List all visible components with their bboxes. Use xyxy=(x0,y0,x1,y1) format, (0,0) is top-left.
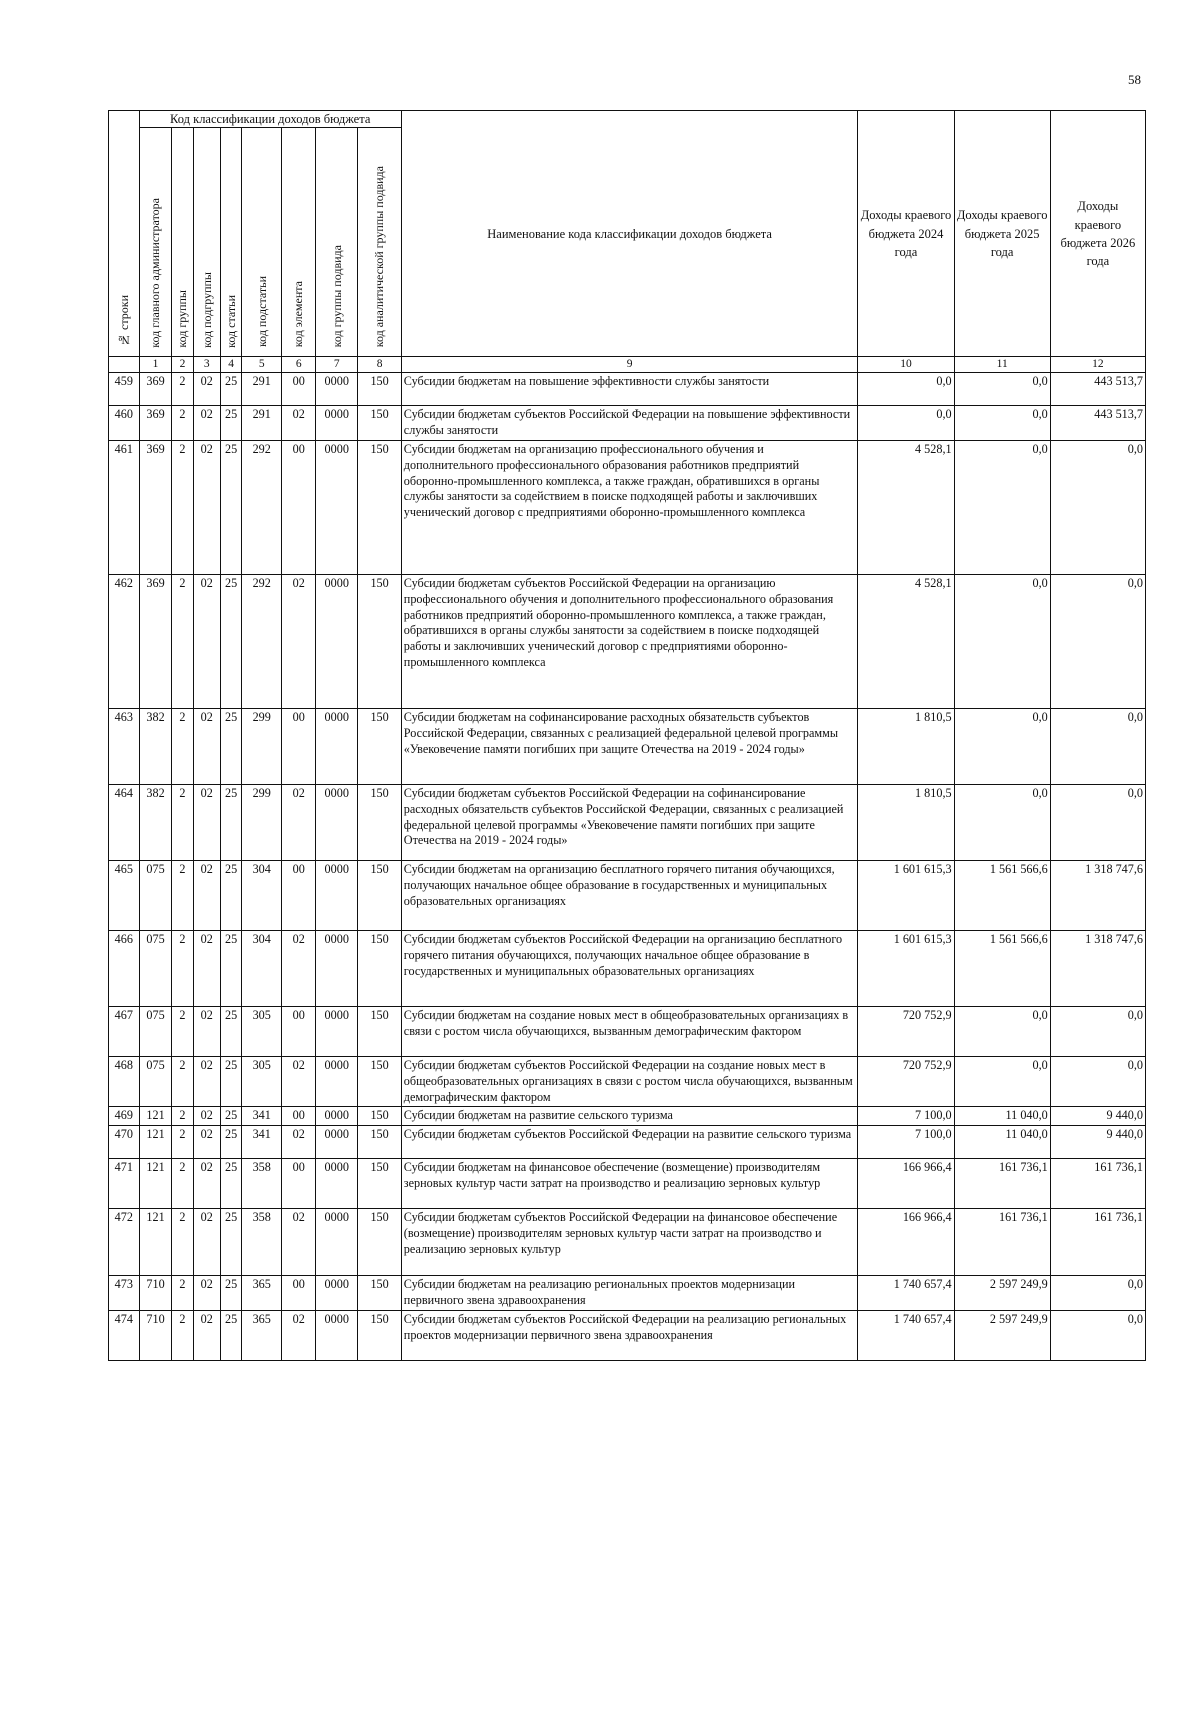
table-row xyxy=(109,784,1146,860)
income-name: Субсидии бюджетам субъектов Российской Федерации на софинансирование расходных обязательств субъектов Российской Федерации, связанных с реализацией федеральной целевой программы «Увековечение памяти погибших при защите Отечества на 2019 - 2024 годы» xyxy=(401,784,858,860)
admin-code: 369 xyxy=(139,406,172,441)
article-code: 25 xyxy=(221,1311,242,1361)
row-number: 467 xyxy=(109,1006,140,1056)
income-2024: 1 601 615,3 xyxy=(858,930,954,1006)
income-name: Субсидии бюджетам на организацию профессионального обучения и дополнительного профессионального образования работников предприятий оборонно-промышленного комплекса, а также граждан, обратившихся в органы службы занятости за содействием в поиске подходящей работы и заключивших ученический договор с предприятиями оборонно-промышленного комплекса xyxy=(401,440,858,574)
admin-code: 075 xyxy=(139,860,172,930)
income-2024: 7 100,0 xyxy=(858,1107,954,1126)
subgroup-code: 02 xyxy=(193,373,220,406)
budget-income-table xyxy=(108,110,1146,1361)
subarticle-code: 304 xyxy=(242,860,282,930)
table-row xyxy=(109,860,1146,930)
header-group-code: код группы xyxy=(172,128,193,357)
header-article-code: код статьи xyxy=(221,128,242,357)
income-2025: 161 736,1 xyxy=(954,1159,1050,1209)
table-row xyxy=(109,1126,1146,1159)
analytic-group-code: 150 xyxy=(358,860,401,930)
article-code: 25 xyxy=(221,440,242,574)
subarticle-code: 299 xyxy=(242,708,282,784)
subtype-group-code: 0000 xyxy=(316,440,358,574)
article-code: 25 xyxy=(221,860,242,930)
income-2026: 0,0 xyxy=(1050,1056,1145,1107)
income-2024: 1 740 657,4 xyxy=(858,1311,954,1361)
column-number: 12 xyxy=(1050,357,1145,373)
table-body xyxy=(109,373,1146,1361)
column-number: 5 xyxy=(242,357,282,373)
admin-code: 075 xyxy=(139,1006,172,1056)
row-number: 474 xyxy=(109,1311,140,1361)
income-2024: 1 601 615,3 xyxy=(858,860,954,930)
income-2025: 2 597 249,9 xyxy=(954,1276,1050,1311)
income-2025: 161 736,1 xyxy=(954,1209,1050,1276)
subgroup-code: 02 xyxy=(193,708,220,784)
column-number xyxy=(109,357,140,373)
subtype-group-code: 0000 xyxy=(316,708,358,784)
subarticle-code: 341 xyxy=(242,1107,282,1126)
analytic-group-code: 150 xyxy=(358,1311,401,1361)
income-2026: 0,0 xyxy=(1050,440,1145,574)
element-code: 00 xyxy=(282,1006,316,1056)
income-name: Субсидии бюджетам субъектов Российской Федерации на повышение эффективности службы занятости xyxy=(401,406,858,441)
element-code: 00 xyxy=(282,1276,316,1311)
income-name: Субсидии бюджетам на организацию бесплатного горячего питания обучающихся, получающих начальное общее образование в государственных и муниципальных образовательных организациях xyxy=(401,860,858,930)
element-code: 02 xyxy=(282,574,316,708)
subtype-group-code: 0000 xyxy=(316,1311,358,1361)
income-name: Субсидии бюджетам на повышение эффективности службы занятости xyxy=(401,373,858,406)
element-code: 02 xyxy=(282,1209,316,1276)
income-2025: 0,0 xyxy=(954,1006,1050,1056)
admin-code: 369 xyxy=(139,440,172,574)
row-number: 459 xyxy=(109,373,140,406)
subgroup-code: 02 xyxy=(193,1311,220,1361)
subarticle-code: 305 xyxy=(242,1056,282,1107)
income-2024: 1 740 657,4 xyxy=(858,1276,954,1311)
income-2024: 720 752,9 xyxy=(858,1006,954,1056)
row-number: 462 xyxy=(109,574,140,708)
analytic-group-code: 150 xyxy=(358,1006,401,1056)
page-number: 58 xyxy=(1128,72,1141,87)
table-row xyxy=(109,930,1146,1006)
subtype-group-code: 0000 xyxy=(316,1006,358,1056)
article-code: 25 xyxy=(221,373,242,406)
group-code: 2 xyxy=(172,406,193,441)
admin-code: 075 xyxy=(139,1056,172,1107)
analytic-group-code: 150 xyxy=(358,440,401,574)
income-2024: 0,0 xyxy=(858,373,954,406)
group-code: 2 xyxy=(172,1209,193,1276)
table-row xyxy=(109,440,1146,574)
subgroup-code: 02 xyxy=(193,930,220,1006)
subgroup-code: 02 xyxy=(193,784,220,860)
row-number: 469 xyxy=(109,1107,140,1126)
analytic-group-code: 150 xyxy=(358,930,401,1006)
income-name: Субсидии бюджетам на создание новых мест в общеобразовательных организациях в связи с ростом числа обучающихся, вызванным демографическим фактором xyxy=(401,1006,858,1056)
column-number: 4 xyxy=(221,357,242,373)
group-code: 2 xyxy=(172,1056,193,1107)
subarticle-code: 299 xyxy=(242,784,282,860)
income-name: Субсидии бюджетам субъектов Российской Федерации на организацию бесплатного горячего питания обучающихся, получающих начальное общее образование в государственных и муниципальных образовательных организациях xyxy=(401,930,858,1006)
income-name: Субсидии бюджетам субъектов Российской Федерации на создание новых мест в общеобразовательных организациях в связи с ростом числа обучающихся, вызванным демографическим фактором xyxy=(401,1056,858,1107)
income-2025: 11 040,0 xyxy=(954,1126,1050,1159)
income-2025: 0,0 xyxy=(954,440,1050,574)
table-row xyxy=(109,1056,1146,1107)
subtype-group-code: 0000 xyxy=(316,1126,358,1159)
income-2024: 7 100,0 xyxy=(858,1126,954,1159)
income-2026: 0,0 xyxy=(1050,574,1145,708)
subgroup-code: 02 xyxy=(193,1126,220,1159)
table-row xyxy=(109,708,1146,784)
admin-code: 382 xyxy=(139,708,172,784)
article-code: 25 xyxy=(221,1209,242,1276)
subgroup-code: 02 xyxy=(193,1209,220,1276)
subarticle-code: 365 xyxy=(242,1311,282,1361)
income-2024: 4 528,1 xyxy=(858,574,954,708)
group-code: 2 xyxy=(172,1276,193,1311)
article-code: 25 xyxy=(221,930,242,1006)
article-code: 25 xyxy=(221,708,242,784)
income-2024: 0,0 xyxy=(858,406,954,441)
row-number: 473 xyxy=(109,1276,140,1311)
group-code: 2 xyxy=(172,1159,193,1209)
income-2026: 1 318 747,6 xyxy=(1050,930,1145,1006)
income-2025: 2 597 249,9 xyxy=(954,1311,1050,1361)
article-code: 25 xyxy=(221,1107,242,1126)
subtype-group-code: 0000 xyxy=(316,930,358,1006)
article-code: 25 xyxy=(221,1276,242,1311)
admin-code: 369 xyxy=(139,574,172,708)
article-code: 25 xyxy=(221,574,242,708)
income-2026: 161 736,1 xyxy=(1050,1159,1145,1209)
row-number: 468 xyxy=(109,1056,140,1107)
table-row xyxy=(109,574,1146,708)
group-code: 2 xyxy=(172,440,193,574)
header-subtype-group-code: код группы подвида xyxy=(316,128,358,357)
income-2026: 161 736,1 xyxy=(1050,1209,1145,1276)
analytic-group-code: 150 xyxy=(358,1209,401,1276)
income-2025: 11 040,0 xyxy=(954,1107,1050,1126)
income-2025: 1 561 566,6 xyxy=(954,930,1050,1006)
subarticle-code: 365 xyxy=(242,1276,282,1311)
income-2024: 166 966,4 xyxy=(858,1159,954,1209)
subtype-group-code: 0000 xyxy=(316,1056,358,1107)
income-2026: 443 513,7 xyxy=(1050,373,1145,406)
analytic-group-code: 150 xyxy=(358,373,401,406)
header-subarticle-code: код подстатьи xyxy=(242,128,282,357)
income-2026: 1 318 747,6 xyxy=(1050,860,1145,930)
analytic-group-code: 150 xyxy=(358,1107,401,1126)
admin-code: 121 xyxy=(139,1159,172,1209)
subarticle-code: 292 xyxy=(242,440,282,574)
subtype-group-code: 0000 xyxy=(316,1276,358,1311)
admin-code: 382 xyxy=(139,784,172,860)
admin-code: 121 xyxy=(139,1209,172,1276)
income-2026: 0,0 xyxy=(1050,1006,1145,1056)
income-2025: 1 561 566,6 xyxy=(954,860,1050,930)
header-subgroup-code: код подгруппы xyxy=(193,128,220,357)
subarticle-code: 341 xyxy=(242,1126,282,1159)
subarticle-code: 291 xyxy=(242,406,282,441)
element-code: 02 xyxy=(282,1126,316,1159)
header-year-2026: Доходы краевого бюджета 2026 года xyxy=(1050,111,1145,357)
income-name: Субсидии бюджетам на финансовое обеспечение (возмещение) производителям зерновых культур части затрат на производство и реализацию зерновых культур xyxy=(401,1159,858,1209)
income-2026: 0,0 xyxy=(1050,1276,1145,1311)
subarticle-code: 358 xyxy=(242,1159,282,1209)
column-number: 9 xyxy=(401,357,858,373)
income-name: Субсидии бюджетам субъектов Российской Федерации на реализацию региональных проектов модернизации первичного звена здравоохранения xyxy=(401,1311,858,1361)
element-code: 00 xyxy=(282,860,316,930)
row-number: 464 xyxy=(109,784,140,860)
row-number: 463 xyxy=(109,708,140,784)
income-2024: 1 810,5 xyxy=(858,708,954,784)
subgroup-code: 02 xyxy=(193,1276,220,1311)
column-number: 7 xyxy=(316,357,358,373)
admin-code: 710 xyxy=(139,1276,172,1311)
table-row xyxy=(109,1276,1146,1311)
header-name: Наименование кода классификации доходов бюджета xyxy=(401,111,858,357)
subtype-group-code: 0000 xyxy=(316,784,358,860)
column-number: 2 xyxy=(172,357,193,373)
subtype-group-code: 0000 xyxy=(316,860,358,930)
group-code: 2 xyxy=(172,373,193,406)
subgroup-code: 02 xyxy=(193,574,220,708)
analytic-group-code: 150 xyxy=(358,1056,401,1107)
income-name: Субсидии бюджетам на развитие сельского туризма xyxy=(401,1107,858,1126)
subgroup-code: 02 xyxy=(193,860,220,930)
income-name: Субсидии бюджетам субъектов Российской Федерации на организацию профессионального обучения и дополнительного профессионального образования работников предприятий оборонно-промышленного комплекса, а также граждан, обратившихся в органы службы занятости за содействием в поиске подходящей работы и заключивших ученический договор с предприятиями оборонно-промышленного комплекса xyxy=(401,574,858,708)
group-code: 2 xyxy=(172,1126,193,1159)
subarticle-code: 291 xyxy=(242,373,282,406)
subgroup-code: 02 xyxy=(193,1056,220,1107)
header-row-no: № строки xyxy=(109,111,140,357)
analytic-group-code: 150 xyxy=(358,1159,401,1209)
element-code: 02 xyxy=(282,1311,316,1361)
admin-code: 121 xyxy=(139,1126,172,1159)
subarticle-code: 305 xyxy=(242,1006,282,1056)
column-numbers-row xyxy=(109,357,1146,373)
subgroup-code: 02 xyxy=(193,1159,220,1209)
group-code: 2 xyxy=(172,708,193,784)
income-name: Субсидии бюджетам на софинансирование расходных обязательств субъектов Российской Федерации, связанных с реализацией федеральной целевой программы «Увековечение памяти погибших при защите Отечества на 2019 - 2024 годы» xyxy=(401,708,858,784)
table-row xyxy=(109,373,1146,406)
table-row xyxy=(109,1311,1146,1361)
group-code: 2 xyxy=(172,784,193,860)
analytic-group-code: 150 xyxy=(358,708,401,784)
subtype-group-code: 0000 xyxy=(316,1209,358,1276)
subtype-group-code: 0000 xyxy=(316,574,358,708)
row-number: 465 xyxy=(109,860,140,930)
income-2026: 0,0 xyxy=(1050,1311,1145,1361)
element-code: 00 xyxy=(282,440,316,574)
income-2024: 4 528,1 xyxy=(858,440,954,574)
income-2026: 0,0 xyxy=(1050,708,1145,784)
analytic-group-code: 150 xyxy=(358,574,401,708)
analytic-group-code: 150 xyxy=(358,1126,401,1159)
table-row xyxy=(109,1209,1146,1276)
subarticle-code: 358 xyxy=(242,1209,282,1276)
group-code: 2 xyxy=(172,1311,193,1361)
header-analytic-group-code: код аналитической группы подвида xyxy=(358,128,401,357)
income-name: Субсидии бюджетам субъектов Российской Федерации на финансовое обеспечение (возмещение) производителям зерновых культур части затрат на производство и реализацию зерновых культур xyxy=(401,1209,858,1276)
table-row xyxy=(109,1107,1146,1126)
income-name: Субсидии бюджетам субъектов Российской Федерации на развитие сельского туризма xyxy=(401,1126,858,1159)
column-number: 3 xyxy=(193,357,220,373)
header-year-2025: Доходы краевого бюджета 2025 года xyxy=(954,111,1050,357)
row-number: 466 xyxy=(109,930,140,1006)
income-2025: 0,0 xyxy=(954,406,1050,441)
article-code: 25 xyxy=(221,784,242,860)
column-number: 11 xyxy=(954,357,1050,373)
income-2025: 0,0 xyxy=(954,784,1050,860)
article-code: 25 xyxy=(221,1056,242,1107)
header-element-code: код элемента xyxy=(282,128,316,357)
row-number: 470 xyxy=(109,1126,140,1159)
element-code: 00 xyxy=(282,1159,316,1209)
income-2026: 9 440,0 xyxy=(1050,1126,1145,1159)
subgroup-code: 02 xyxy=(193,406,220,441)
group-code: 2 xyxy=(172,574,193,708)
subgroup-code: 02 xyxy=(193,1006,220,1056)
group-code: 2 xyxy=(172,1006,193,1056)
table-row xyxy=(109,1159,1146,1209)
income-2024: 1 810,5 xyxy=(858,784,954,860)
element-code: 02 xyxy=(282,1056,316,1107)
header-admin-code: код главного администратора xyxy=(139,128,172,357)
admin-code: 710 xyxy=(139,1311,172,1361)
element-code: 02 xyxy=(282,784,316,860)
income-2025: 0,0 xyxy=(954,373,1050,406)
income-name: Субсидии бюджетам на реализацию региональных проектов модернизации первичного звена здравоохранения xyxy=(401,1276,858,1311)
subtype-group-code: 0000 xyxy=(316,1159,358,1209)
income-2026: 9 440,0 xyxy=(1050,1107,1145,1126)
income-2025: 0,0 xyxy=(954,1056,1050,1107)
column-number: 1 xyxy=(139,357,172,373)
article-code: 25 xyxy=(221,1159,242,1209)
table-row xyxy=(109,1006,1146,1056)
group-code: 2 xyxy=(172,1107,193,1126)
analytic-group-code: 150 xyxy=(358,784,401,860)
group-code: 2 xyxy=(172,860,193,930)
table-row xyxy=(109,406,1146,441)
income-2025: 0,0 xyxy=(954,708,1050,784)
analytic-group-code: 150 xyxy=(358,406,401,441)
header-year-2024: Доходы краевого бюджета 2024 года xyxy=(858,111,954,357)
subtype-group-code: 0000 xyxy=(316,373,358,406)
group-code: 2 xyxy=(172,930,193,1006)
admin-code: 369 xyxy=(139,373,172,406)
element-code: 00 xyxy=(282,1107,316,1126)
income-2026: 0,0 xyxy=(1050,784,1145,860)
row-number: 472 xyxy=(109,1209,140,1276)
row-number: 460 xyxy=(109,406,140,441)
column-number: 10 xyxy=(858,357,954,373)
article-code: 25 xyxy=(221,406,242,441)
column-number: 8 xyxy=(358,357,401,373)
subgroup-code: 02 xyxy=(193,1107,220,1126)
income-2025: 0,0 xyxy=(954,574,1050,708)
admin-code: 075 xyxy=(139,930,172,1006)
element-code: 00 xyxy=(282,373,316,406)
element-code: 02 xyxy=(282,930,316,1006)
row-number: 461 xyxy=(109,440,140,574)
column-number: 6 xyxy=(282,357,316,373)
subgroup-code: 02 xyxy=(193,440,220,574)
row-number: 471 xyxy=(109,1159,140,1209)
element-code: 02 xyxy=(282,406,316,441)
header-row-top xyxy=(109,111,1146,128)
subarticle-code: 292 xyxy=(242,574,282,708)
subtype-group-code: 0000 xyxy=(316,406,358,441)
header-code-group: Код классификации доходов бюджета xyxy=(139,111,401,128)
analytic-group-code: 150 xyxy=(358,1276,401,1311)
subtype-group-code: 0000 xyxy=(316,1107,358,1126)
income-2024: 720 752,9 xyxy=(858,1056,954,1107)
income-2026: 443 513,7 xyxy=(1050,406,1145,441)
income-2024: 166 966,4 xyxy=(858,1209,954,1276)
article-code: 25 xyxy=(221,1006,242,1056)
subarticle-code: 304 xyxy=(242,930,282,1006)
article-code: 25 xyxy=(221,1126,242,1159)
admin-code: 121 xyxy=(139,1107,172,1126)
element-code: 00 xyxy=(282,708,316,784)
